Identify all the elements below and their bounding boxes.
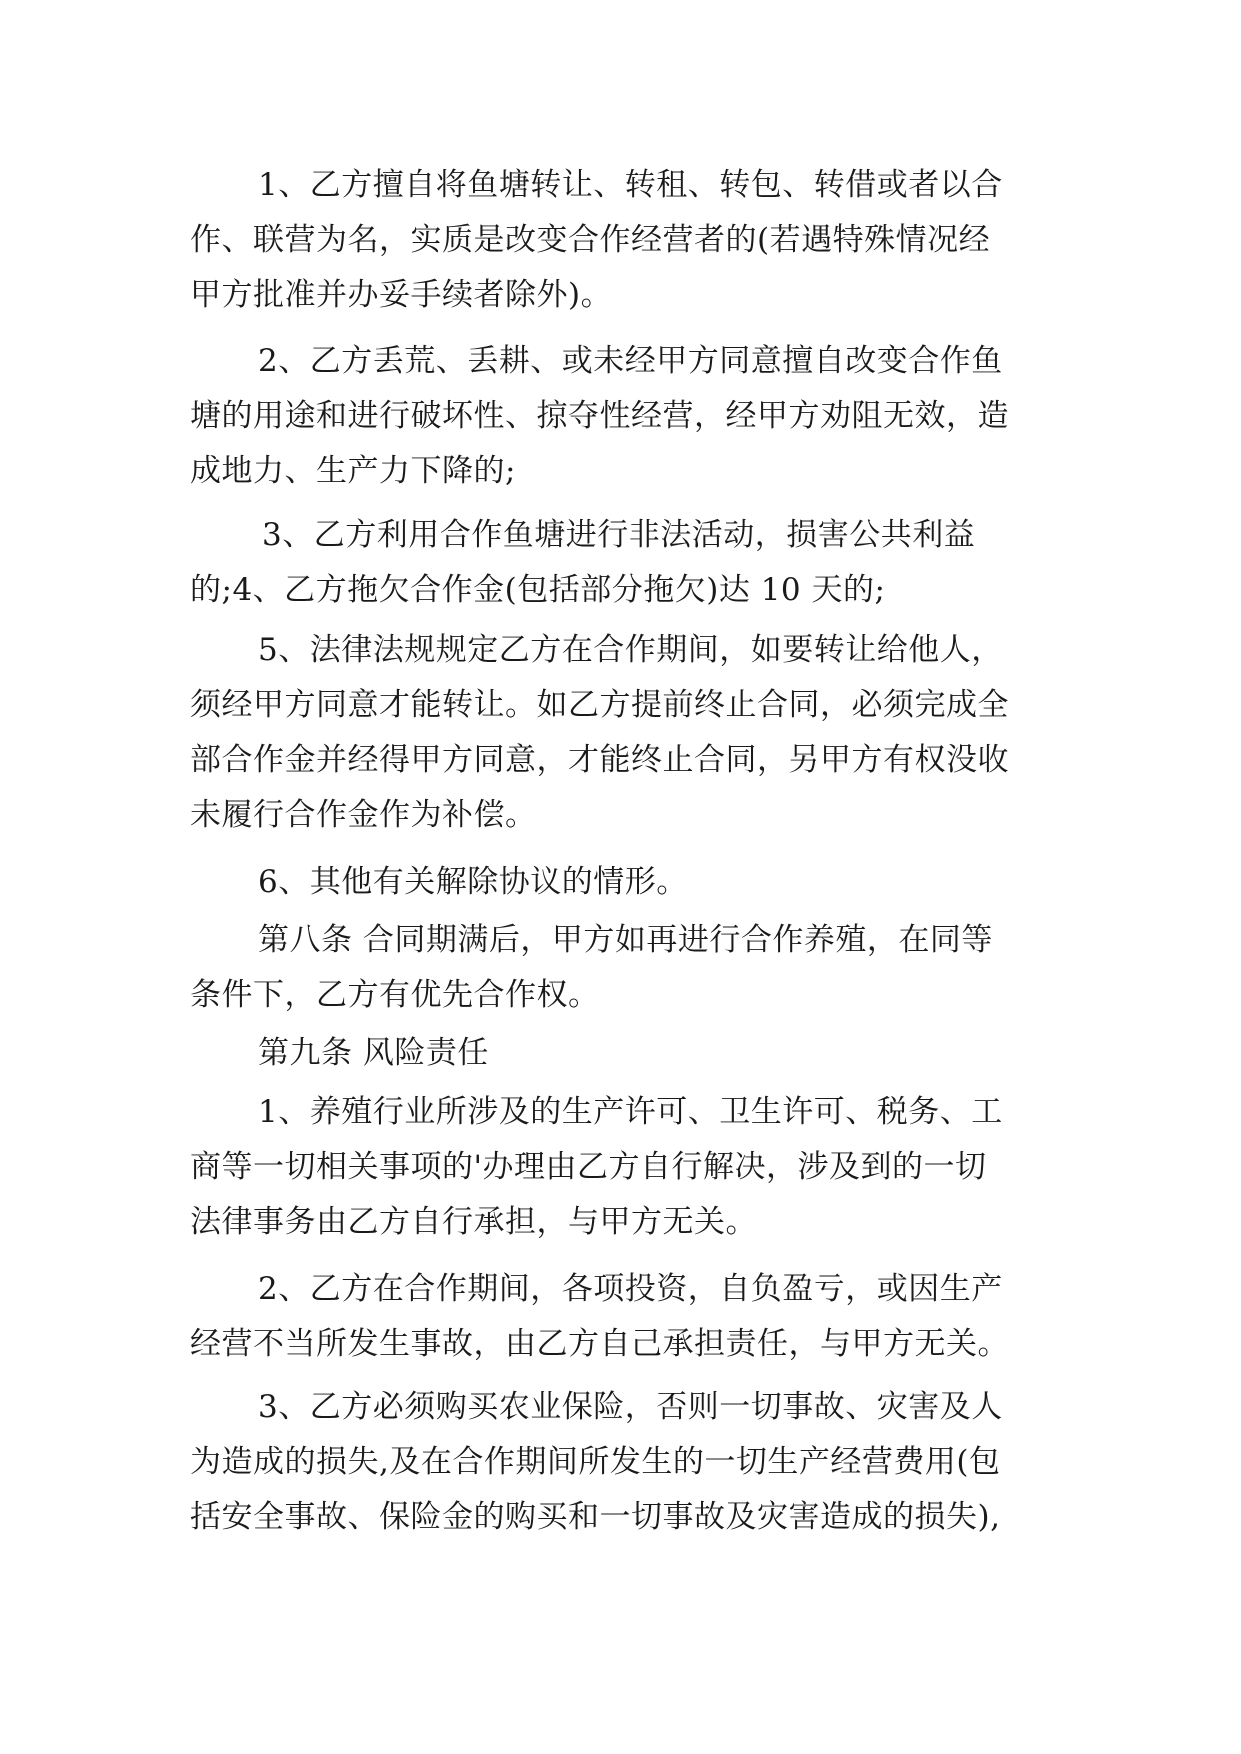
text-line: 作、联营为名，实质是改变合作经营者的(若遇特殊情况经 xyxy=(190,222,991,258)
text-line: 1、乙方擅自将鱼塘转让、转租、转包、转借或者以合 xyxy=(258,167,1003,203)
text-line: 1、养殖行业所涉及的生产许可、卫生许可、税务、工 xyxy=(258,1094,1003,1130)
text-line: 为造成的损失,及在合作期间所发生的一切生产经营费用(包 xyxy=(190,1444,1001,1480)
text-line: 第八条 合同期满后，甲方如再进行合作养殖，在同等 xyxy=(258,922,993,958)
text-line: 3、乙方利用合作鱼塘进行非法活动，损害公共利益 xyxy=(262,517,976,553)
text-line: 塘的用途和进行破坏性、掠夺性经营，经甲方劝阻无效，造 xyxy=(190,398,1009,434)
text-line: 甲方批准并办妥手续者除外)。 xyxy=(190,277,613,313)
text-line: 成地力、生产力下降的; xyxy=(190,453,516,489)
text-line: 2、乙方在合作期间，各项投资，自负盈亏，或因生产 xyxy=(258,1271,1003,1307)
text-line: 2、乙方丢荒、丢耕、或未经甲方同意擅自改变合作鱼 xyxy=(258,343,1003,379)
text-line: 商等一切相关事项的'办理由乙方自行解决，涉及到的一切 xyxy=(190,1149,987,1185)
text-line: 5、法律法规规定乙方在合作期间，如要转让给他人， xyxy=(258,632,1003,668)
text-line: 第九条 风险责任 xyxy=(258,1035,489,1071)
text-line: 须经甲方同意才能转让。如乙方提前终止合同，必须完成全 xyxy=(190,687,1009,723)
text-line: 经营不当所发生事故，由乙方自己承担责任，与甲方无关。 xyxy=(190,1326,1009,1362)
text-line: 6、其他有关解除协议的情形。 xyxy=(258,864,688,900)
text-line: 条件下，乙方有优先合作权。 xyxy=(190,977,600,1013)
text-line: 的;4、乙方拖欠合作金(包括部分拖欠)达 10 天的; xyxy=(190,572,886,608)
text-line: 部合作金并经得甲方同意，才能终止合同，另甲方有权没收 xyxy=(190,742,1009,778)
text-line: 未履行合作金作为补偿。 xyxy=(190,797,537,833)
text-line: 括安全事故、保险金的购买和一切事故及灾害造成的损失), xyxy=(190,1499,1001,1535)
text-line: 法律事务由乙方自行承担，与甲方无关。 xyxy=(190,1204,757,1240)
text-line: 3、乙方必须购买农业保险，否则一切事故、灾害及人 xyxy=(258,1389,1003,1425)
